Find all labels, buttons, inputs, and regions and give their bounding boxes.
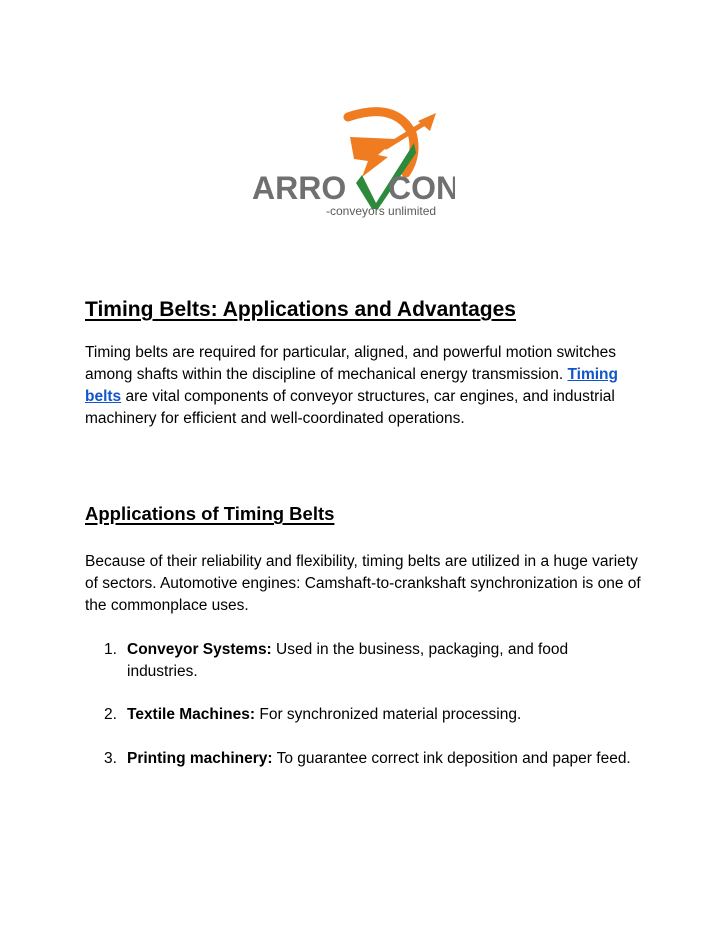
list-item-text: To guarantee correct ink deposition and paper feed. [272,750,631,767]
list-item-term: Printing machinery: [127,750,273,767]
intro-text-before-link: Timing belts are required for particular, aligned, and powerful motion switches among shafts within the discipline of mechanical energy transmission. [85,344,616,383]
page-title: Timing Belts: Applications and Advantages [85,298,516,321]
section-intro-paragraph: Because of their reliability and flexibility, timing belts are utilized in a huge variety of sectors. Automotive engines: Camshaft-to-crankshaft synchronization is one of the commonplace uses. [85,553,641,614]
list-item-number: 1. [104,641,117,658]
intro-text-after-link: are vital components of conveyor structures, car engines, and industrial machinery for efficient and well-coordinated operations. [85,388,615,427]
list-item [104,639,634,683]
arrowcon-logo [250,103,455,225]
list-item-term: Textile Machines: [127,706,256,723]
logo-wordmark-right: CON [388,170,455,206]
list-item-number: 3. [104,750,117,767]
list-item [104,748,634,770]
list-item-text: For synchronized material processing. [255,706,522,723]
logo-tagline: -conveyors unlimited [326,204,437,218]
section-heading: Applications of Timing Belts [85,503,335,524]
list-item [104,704,634,726]
list-item-term: Conveyor Systems: [127,641,272,658]
list-item-text: Used in the business, packaging, and food industries. [127,641,569,680]
arrowcon-logo-mark [250,103,455,225]
timing-belts-link[interactable]: Timing belts [85,366,618,405]
logo-wordmark-left: ARRO [252,170,347,206]
list-item-number: 2. [104,706,117,723]
intro-paragraph [85,342,645,430]
